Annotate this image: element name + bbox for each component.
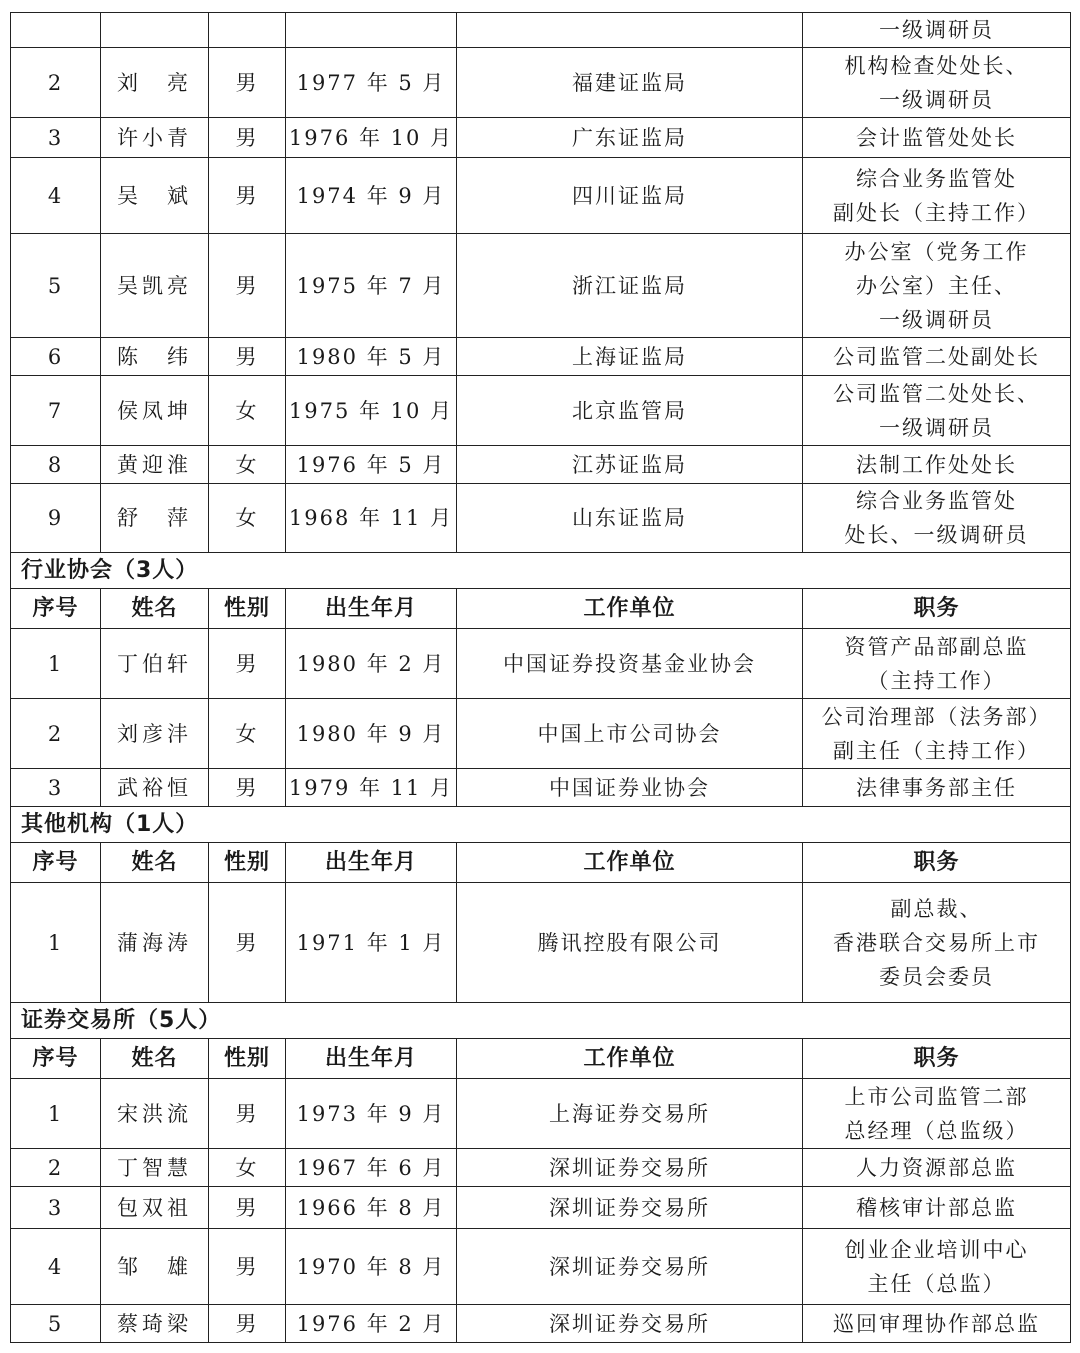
gender-cell: 男	[209, 48, 286, 118]
seq-cell	[11, 13, 101, 48]
roster-document	[10, 12, 1070, 1343]
column-header-row	[11, 843, 1071, 883]
gender-cell: 男	[209, 883, 286, 1003]
table-row	[11, 118, 1071, 158]
table-row	[11, 446, 1071, 484]
section-title: 证券交易所（5人）	[11, 1003, 1071, 1039]
birth-cell: 1968 年 11 月	[286, 484, 457, 553]
table-row	[11, 883, 1071, 1003]
gender-cell: 女	[209, 699, 286, 769]
duty-cell: 机构检查处处长、 一级调研员	[803, 48, 1071, 118]
name-cell: 陈 纬	[101, 338, 209, 376]
seq-cell: 2	[11, 699, 101, 769]
name-cell: 黄迎淮	[101, 446, 209, 484]
name-cell: 包双祖	[101, 1187, 209, 1229]
birth-cell: 1976 年 2 月	[286, 1305, 457, 1343]
birth-cell: 1980 年 9 月	[286, 699, 457, 769]
table-row	[11, 234, 1071, 338]
duty-cell: 巡回审理协作部总监	[803, 1305, 1071, 1343]
seq-cell: 4	[11, 1229, 101, 1305]
seq-cell: 3	[11, 769, 101, 807]
duty-cell: 公司监管二处副处长	[803, 338, 1071, 376]
unit-cell: 浙江证监局	[457, 234, 803, 338]
unit-cell: 深圳证券交易所	[457, 1187, 803, 1229]
seq-cell: 3	[11, 1187, 101, 1229]
unit-cell: 腾讯控股有限公司	[457, 883, 803, 1003]
gender-cell: 男	[209, 338, 286, 376]
gender-cell: 女	[209, 484, 286, 553]
header-unit: 工作单位	[457, 1039, 803, 1079]
name-cell: 邹 雄	[101, 1229, 209, 1305]
duty-cell: 综合业务监管处 处长、一级调研员	[803, 484, 1071, 553]
unit-cell: 上海证券交易所	[457, 1079, 803, 1149]
name-cell: 许小青	[101, 118, 209, 158]
unit-cell	[457, 13, 803, 48]
table-row	[11, 1187, 1071, 1229]
header-duty: 职务	[803, 843, 1071, 883]
gender-cell: 男	[209, 1229, 286, 1305]
birth-cell: 1974 年 9 月	[286, 158, 457, 234]
header-gender: 性别	[209, 589, 286, 629]
name-cell: 吴凯亮	[101, 234, 209, 338]
seq-cell: 2	[11, 1149, 101, 1187]
section-title: 其他机构（1人）	[11, 807, 1071, 843]
seq-cell: 7	[11, 376, 101, 446]
seq-cell: 6	[11, 338, 101, 376]
gender-cell: 男	[209, 1187, 286, 1229]
birth-cell: 1976 年 10 月	[286, 118, 457, 158]
unit-cell: 中国证券投资基金业协会	[457, 629, 803, 699]
duty-cell: 法制工作处处长	[803, 446, 1071, 484]
table-row	[11, 1079, 1071, 1149]
table-row	[11, 484, 1071, 553]
section-title-row	[11, 553, 1071, 589]
seq-cell: 5	[11, 234, 101, 338]
header-birth: 出生年月	[286, 589, 457, 629]
gender-cell: 男	[209, 1079, 286, 1149]
header-name: 姓名	[101, 589, 209, 629]
header-gender: 性别	[209, 1039, 286, 1079]
column-header-row	[11, 1039, 1071, 1079]
gender-cell	[209, 13, 286, 48]
table-row	[11, 1229, 1071, 1305]
seq-cell: 9	[11, 484, 101, 553]
unit-cell: 江苏证监局	[457, 446, 803, 484]
table-row	[11, 769, 1071, 807]
header-seq: 序号	[11, 589, 101, 629]
section-title-row	[11, 1003, 1071, 1039]
duty-cell: 人力资源部总监	[803, 1149, 1071, 1187]
name-cell: 刘彦沣	[101, 699, 209, 769]
birth-cell: 1975 年 10 月	[286, 376, 457, 446]
header-birth: 出生年月	[286, 1039, 457, 1079]
column-header-row	[11, 589, 1071, 629]
seq-cell: 1	[11, 883, 101, 1003]
seq-cell: 1	[11, 1079, 101, 1149]
gender-cell: 男	[209, 158, 286, 234]
seq-cell: 3	[11, 118, 101, 158]
gender-cell: 女	[209, 446, 286, 484]
duty-cell: 公司监管二处处长、 一级调研员	[803, 376, 1071, 446]
gender-cell: 女	[209, 376, 286, 446]
header-duty: 职务	[803, 589, 1071, 629]
duty-cell: 创业企业培训中心 主任（总监）	[803, 1229, 1071, 1305]
birth-cell: 1973 年 9 月	[286, 1079, 457, 1149]
seq-cell: 2	[11, 48, 101, 118]
birth-cell: 1980 年 5 月	[286, 338, 457, 376]
gender-cell: 男	[209, 769, 286, 807]
birth-cell: 1975 年 7 月	[286, 234, 457, 338]
header-unit: 工作单位	[457, 843, 803, 883]
name-cell: 武裕恒	[101, 769, 209, 807]
duty-cell: 稽核审计部总监	[803, 1187, 1071, 1229]
header-name: 姓名	[101, 843, 209, 883]
gender-cell: 女	[209, 1149, 286, 1187]
table-row	[11, 48, 1071, 118]
unit-cell: 深圳证券交易所	[457, 1229, 803, 1305]
name-cell: 宋洪流	[101, 1079, 209, 1149]
duty-cell: 办公室（党务工作 办公室）主任、 一级调研员	[803, 234, 1071, 338]
table-row	[11, 1149, 1071, 1187]
name-cell: 蒲海涛	[101, 883, 209, 1003]
gender-cell: 男	[209, 118, 286, 158]
duty-cell: 综合业务监管处 副处长（主持工作）	[803, 158, 1071, 234]
birth-cell	[286, 13, 457, 48]
birth-cell: 1979 年 11 月	[286, 769, 457, 807]
table-row	[11, 158, 1071, 234]
unit-cell: 四川证监局	[457, 158, 803, 234]
birth-cell: 1976 年 5 月	[286, 446, 457, 484]
header-duty: 职务	[803, 1039, 1071, 1079]
duty-cell: 法律事务部主任	[803, 769, 1071, 807]
header-seq: 序号	[11, 843, 101, 883]
gender-cell: 男	[209, 629, 286, 699]
roster-table	[10, 12, 1071, 1343]
unit-cell: 福建证监局	[457, 48, 803, 118]
header-birth: 出生年月	[286, 843, 457, 883]
seq-cell: 5	[11, 1305, 101, 1343]
seq-cell: 4	[11, 158, 101, 234]
duty-cell: 会计监管处处长	[803, 118, 1071, 158]
duty-cell: 上市公司监管二部 总经理（总监级）	[803, 1079, 1071, 1149]
duty-cell: 副总裁、 香港联合交易所上市 委员会委员	[803, 883, 1071, 1003]
gender-cell: 男	[209, 1305, 286, 1343]
birth-cell: 1977 年 5 月	[286, 48, 457, 118]
name-cell: 吴 斌	[101, 158, 209, 234]
unit-cell: 深圳证券交易所	[457, 1305, 803, 1343]
unit-cell: 上海证监局	[457, 338, 803, 376]
seq-cell: 8	[11, 446, 101, 484]
unit-cell: 广东证监局	[457, 118, 803, 158]
name-cell: 丁智慧	[101, 1149, 209, 1187]
name-cell: 蔡琦梁	[101, 1305, 209, 1343]
table-row	[11, 13, 1071, 48]
name-cell: 舒 萍	[101, 484, 209, 553]
unit-cell: 山东证监局	[457, 484, 803, 553]
unit-cell: 北京监管局	[457, 376, 803, 446]
birth-cell: 1966 年 8 月	[286, 1187, 457, 1229]
header-unit: 工作单位	[457, 589, 803, 629]
birth-cell: 1967 年 6 月	[286, 1149, 457, 1187]
birth-cell: 1970 年 8 月	[286, 1229, 457, 1305]
section-title-row	[11, 807, 1071, 843]
table-row	[11, 376, 1071, 446]
seq-cell: 1	[11, 629, 101, 699]
name-cell	[101, 13, 209, 48]
unit-cell: 深圳证券交易所	[457, 1149, 803, 1187]
name-cell: 侯凤坤	[101, 376, 209, 446]
duty-cell: 公司治理部（法务部） 副主任（主持工作）	[803, 699, 1071, 769]
name-cell: 刘 亮	[101, 48, 209, 118]
unit-cell: 中国上市公司协会	[457, 699, 803, 769]
birth-cell: 1980 年 2 月	[286, 629, 457, 699]
header-seq: 序号	[11, 1039, 101, 1079]
header-name: 姓名	[101, 1039, 209, 1079]
table-row	[11, 1305, 1071, 1343]
duty-cell: 一级调研员	[803, 13, 1071, 48]
table-row	[11, 629, 1071, 699]
header-gender: 性别	[209, 843, 286, 883]
gender-cell: 男	[209, 234, 286, 338]
name-cell: 丁伯轩	[101, 629, 209, 699]
section-title: 行业协会（3人）	[11, 553, 1071, 589]
birth-cell: 1971 年 1 月	[286, 883, 457, 1003]
table-row	[11, 699, 1071, 769]
table-row	[11, 338, 1071, 376]
duty-cell: 资管产品部副总监 （主持工作）	[803, 629, 1071, 699]
unit-cell: 中国证券业协会	[457, 769, 803, 807]
